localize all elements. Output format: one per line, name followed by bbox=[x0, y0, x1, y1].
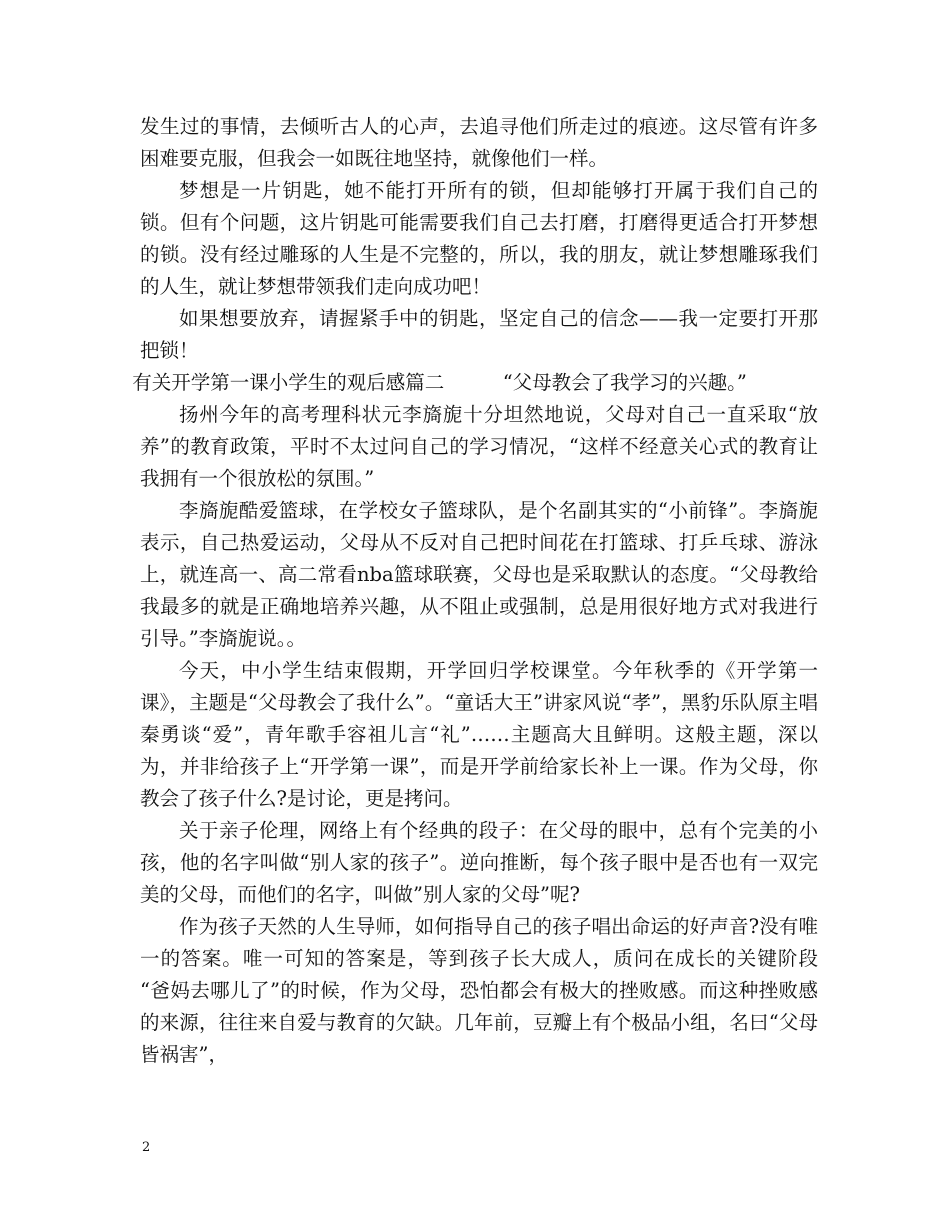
paragraph: 今天，中小学生结束假期，开学回归学校课堂。今年秋季的《开学第一课》，主题是“父母教会了我什么”。“童话大王”讲家风说“孝”，黑豹乐队原主唱秦勇谈“爱”，青年歌手容祖儿言“礼”……主题高大且鲜明。这般主题，深以为，并非给孩子上“开学第一课”，而是开学前给家长补上一课。作为父母，你教会了孩子什么?是讨论，更是拷问。 bbox=[140, 659, 818, 810]
paragraph: 扬州今年的高考理科状元李旖旎十分坦然地说，父母对自己一直采取“放养”的教育政策，平时不太过问自己的学习情况，“这样不经意关心式的教育让我拥有一个很放松的氛围。” bbox=[140, 403, 818, 490]
section-heading-line: 有关开学第一课小学生的观后感篇二 “父母教会了我学习的兴趣。” bbox=[132, 371, 747, 394]
page-number: 2 bbox=[142, 1140, 151, 1155]
paragraph: 梦想是一片钥匙，她不能打开所有的锁，但却能够打开属于我们自己的锁。但有个问题，这片钥匙可能需要我们自己去打磨，打磨得更适合打开梦想的锁。没有经过雕琢的人生是不完整的，所以，我的朋友，就让梦想雕琢我们的人生，就让梦想带领我们走向成功吧！ bbox=[140, 179, 818, 298]
paragraph: 关于亲子伦理，网络上有个经典的段子：在父母的眼中，总有个完美的小孩，他的名字叫做“别人家的孩子”。逆向推断，每个孩子眼中是否也有一双完美的父母，而他们的名字，叫做”别人家的父母”呢? bbox=[140, 819, 818, 906]
paragraph: 作为孩子天然的人生导师，如何指导自己的孩子唱出命运的好声音?没有唯一的答案。唯一可知的答案是，等到孩子长大成人，质问在成长的关键阶段 “爸妈去哪儿了”的时候，作为父母，恐怕都会有极大的挫败感。而这种挫败感的来源，往往来自爱与教育的欠缺。几年前，豆瓣上有个极品小组，名曰“父母皆祸害”， bbox=[140, 915, 818, 1066]
paragraph: 李旖旎酷爱篮球，在学校女子篮球队，是个名副其实的“小前锋”。李旖旎表示，自己热爱运动，父母从不反对自己把时间花在打篮球、打乒乓球、游泳上，就连高一、高二常看nba篮球联赛，父母也是采取默认的态度。“父母教给我最多的就是正确地培养兴趣，从不阻止或强制，总是用很好地方式对我进行引导。”李旖旎说。。 bbox=[140, 499, 818, 650]
document-body bbox=[132, 111, 818, 1071]
paragraph: 发生过的事情，去倾听古人的心声，去追寻他们所走过的痕迹。这尽管有许多困难要克服，但我会一如既往地坚持，就像他们一样。 bbox=[140, 115, 818, 170]
paragraph: 如果想要放弃，请握紧手中的钥匙，坚定自己的信念——我一定要打开那把锁！ bbox=[140, 307, 818, 362]
